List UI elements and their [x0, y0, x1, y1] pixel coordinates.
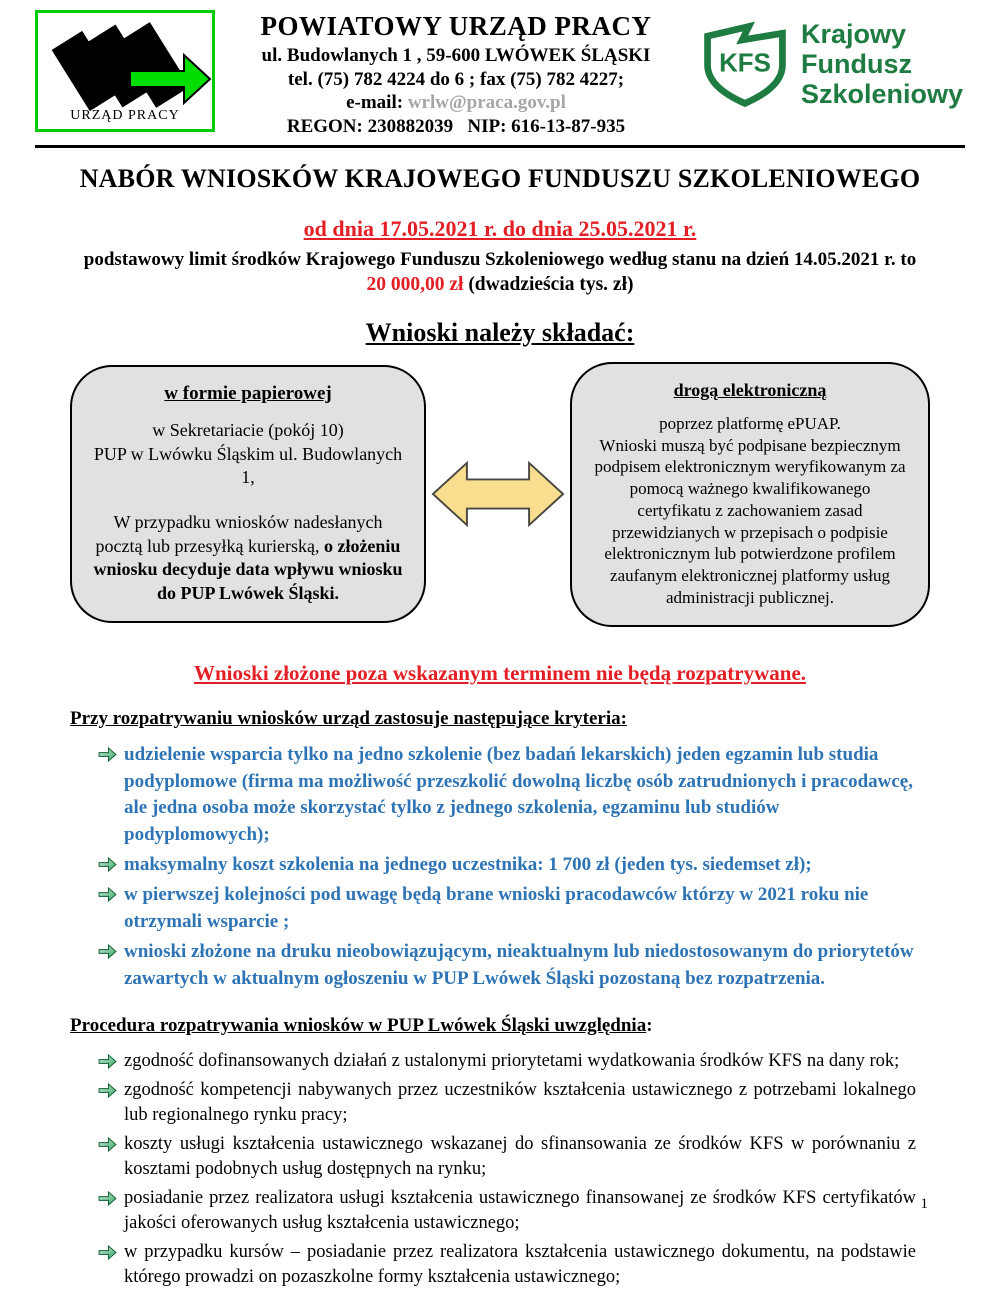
pup-logo: [35, 10, 215, 132]
limit-line: podstawowy limit środków Krajowego Funduszu Szkoleniowego według stanu na dzień 14.05.2021 r. to: [83, 248, 917, 270]
green-arrow-bullet-icon: [98, 882, 124, 907]
electronic-box-line1: poprzez platformę ePUAP.: [659, 413, 841, 433]
list-item: zgodność dofinansowanych działań z ustalonymi priorytetami wydatkowania środków KFS na dany rok;: [98, 1049, 916, 1075]
submit-heading: Wnioski należy składać:: [365, 317, 635, 347]
paper-box-title: w formie papierowej: [164, 383, 332, 405]
paper-box-line1: w Sekretariacie (pokój 10): [152, 420, 344, 441]
amount-value: 20 000,00 zł: [366, 274, 464, 296]
office-regon-nip: REGON: 230882039 NIP: 616-13-87-935: [286, 116, 626, 137]
electronic-box-body: Wnioski muszą być podpisane bezpiecznym podpisem elektronicznym weryfikowanym za pomocą ważnego kwalifikowanego certyfikatu z zachowaniem zasad przewidzianych w przepisach o podpisie elektronicznym lub potwierdzone profilem zaufanym elektronicznej platformy usług administracji publicznej.: [594, 435, 906, 607]
arrow-cell: [426, 450, 570, 538]
electronic-box: [570, 362, 930, 627]
criteria-list: [98, 742, 916, 994]
submission-boxes: [70, 362, 930, 627]
procedure-list: [98, 1049, 916, 1291]
spacer: [92, 489, 404, 511]
paper-box-line2: PUP w Lwówku Śląskim ul. Budowlanych 1,: [93, 443, 403, 488]
header-divider: [35, 145, 965, 148]
deadline-warning: Wnioski złożone poza wskazanym terminem nie będą rozpatrywane.: [193, 660, 807, 685]
list-item: wnioski złożone na druku nieobowiązującym, nieaktualnym lub niedostosowanym do priorytetów zawartych w aktualnym ogłoszeniu w PUP Lwówek Śląski pozostaną bez rozpatrzenia.: [98, 939, 916, 993]
list-item: udzielenie wsparcia tylko na jedno szkolenie (bez badań lekarskich) jeden egzamin lub studia podyplomowe (firma ma możliwość przeszkolić dowolną liczbę osób zatrudnionych i pracodawcę, ale jedna osoba może skorzystać tylko z jednego szkolenia, egzaminu lub studiów podyplomowych);: [98, 742, 916, 850]
green-arrow-bullet-icon: [98, 1240, 124, 1265]
email-link[interactable]: wrlw@praca.gov.pl: [407, 92, 566, 114]
kfs-shield-icon: [697, 16, 793, 112]
procedure-heading: Procedura rozpatrywania wniosków w PUP Lwówek Śląski uwzględnia:: [70, 1015, 653, 1037]
green-arrow-bullet-icon: [98, 852, 124, 877]
dates-line: od dnia 17.05.2021 r. do dnia 25.05.2021 r.: [303, 215, 697, 241]
page-number: 1: [920, 1196, 928, 1212]
paper-box-bold: o złożeniu wniosku decyduje data wpływu wniosku do PUP Lwówek Śląski.: [93, 535, 403, 603]
page-title: NABÓR WNIOSKÓW KRAJOWEGO FUNDUSZU SZKOLENIOWEGO: [79, 163, 921, 193]
amount-line: [0, 272, 1000, 297]
kfs-abbr: KFS: [719, 49, 771, 78]
double-arrow-icon: [430, 450, 566, 538]
electronic-box-title: drogą elektroniczną: [673, 379, 827, 400]
office-email-line: [221, 91, 691, 115]
criteria-heading: Przy rozpatrywaniu wniosków urząd zastosuje następujące kryteria:: [70, 707, 627, 729]
green-arrow-bullet-icon: [98, 1132, 124, 1157]
kfs-name: Krajowy Fundusz Szkoleniowy: [801, 18, 964, 110]
list-item: zgodność kompetencji nabywanych przez uczestników kształcenia ustawicznego z potrzebami lokalnego lub regionalnego rynku pracy;: [98, 1078, 916, 1129]
green-arrow-bullet-icon: [98, 1186, 124, 1211]
green-arrow-bullet-icon: [98, 1078, 124, 1103]
paper-box-paragraph: W przypadku wniosków nadesłanych pocztą lub przesyłką kurierską, o złożeniu wniosku decyduje data wpływu wniosku do PUP Lwówek Śląski.: [93, 512, 403, 603]
email-label: e-mail:: [346, 92, 408, 114]
green-arrow-bullet-icon: [98, 939, 124, 964]
list-item: w przypadku kursów – posiadanie przez realizatora kształcenia ustawicznego dokumentu, na podstawie którego prowadzi on pozaszkolne formy kształcenia ustawicznego;: [98, 1240, 916, 1291]
list-item: maksymalny koszt szkolenia na jednego uczestnika: 1 700 zł (jeden tys. siedemset zł);: [98, 852, 916, 879]
kfs-logo: [697, 10, 965, 112]
office-name: POWIATOWY URZĄD PRACY: [260, 11, 652, 41]
header: [0, 0, 1000, 139]
office-block: [215, 10, 697, 139]
office-address: ul. Budowlanych 1 , 59-600 LWÓWEK ŚLĄSKI: [261, 44, 651, 66]
list-item: koszty usługi kształcenia ustawicznego wskazanej do sfinansowania ze środków KFS w porównaniu z kosztami podobnych usług dostępnych na rynku;: [98, 1132, 916, 1183]
green-arrow-bullet-icon: [98, 742, 124, 767]
pup-logo-graphic: [38, 13, 212, 129]
amount-words: (dwadzieścia tys. zł): [463, 274, 634, 296]
green-arrow-bullet-icon: [98, 1049, 124, 1074]
paper-box: [70, 365, 426, 623]
list-item: w pierwszej kolejności pod uwagę będą brane wnioski pracodawców którzy w 2021 roku nie otrzymali wsparcie ;: [98, 882, 916, 936]
list-item: posiadanie przez realizatora usługi kształcenia ustawicznego finansowanej ze środków KFS certyfikatów jakości oferowanych usług kształcenia ustawicznego;: [98, 1186, 916, 1237]
office-phone: tel. (75) 782 4224 do 6 ; fax (75) 782 4227;: [287, 68, 625, 90]
pup-logo-caption: URZĄD PRACY: [70, 108, 180, 123]
